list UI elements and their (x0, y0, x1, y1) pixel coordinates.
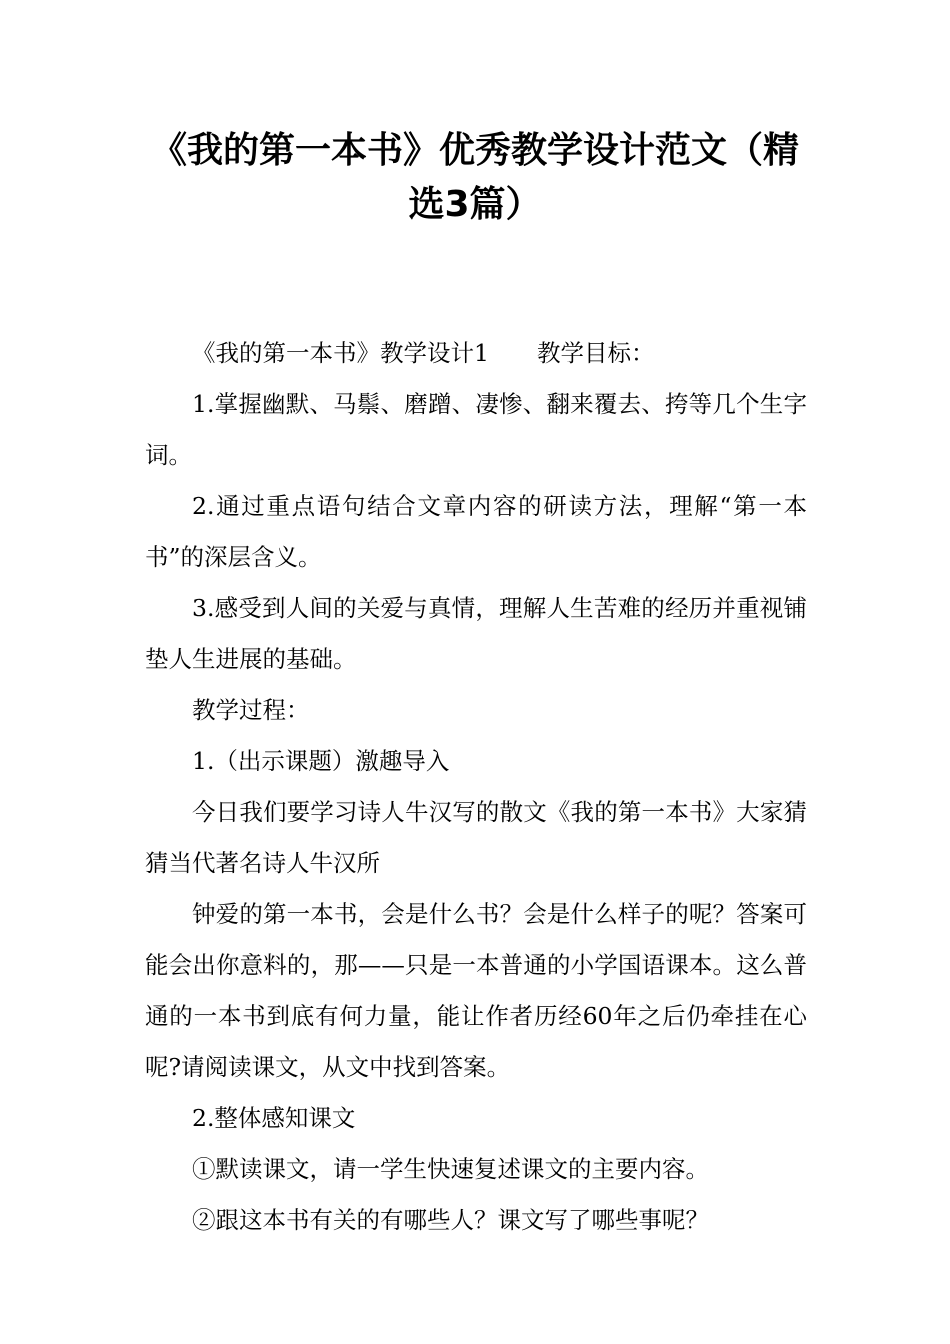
step-2-heading: 2.整体感知课文 (192, 1104, 356, 1132)
intro-paragraph (145, 328, 807, 379)
step-1-text-a: 今日我们要学习诗人牛汉写的散文《我的第一本书》大家猜猜当代著名诗人牛汉所 (145, 798, 807, 877)
document-body (145, 328, 807, 1246)
intro-label: 教学目标： (536, 339, 655, 367)
step-2-item-1: ①默读课文，请一学生快速复述课文的主要内容。 (192, 1155, 709, 1183)
intro-heading: 《我的第一本书》教学设计1 (192, 339, 489, 367)
title-line-1: 《我的第一本书》优秀教学设计范文（精 (150, 130, 799, 171)
title-line-2: 选3篇） (408, 184, 542, 225)
step-1-heading: 1.（出示课题）激趣导入 (192, 747, 450, 775)
process-heading: 教学过程： (192, 696, 310, 724)
step-1-text-b: 钟爱的第一本书，会是什么书？会是什么样子的呢？答案可能会出你意料的，那——只是一本普通的小学国语课本。这么普通的一本书到底有何力量，能让作者历经60年之后仍牵挂在心呢?请阅读课文，从文中找到答案。 (145, 900, 807, 1081)
objective-1: 1.掌握幽默、马鬃、磨蹭、凄惨、翻来覆去、挎等几个生字词。 (145, 390, 807, 469)
objective-2: 2.通过重点语句结合文章内容的研读方法，理解“第一本书”的深层含义。 (145, 492, 807, 571)
step-2-item-2: ②跟这本书有关的有哪些人？课文写了哪些事呢？ (192, 1206, 709, 1234)
document-title (140, 124, 810, 232)
objective-3: 3.感受到人间的关爱与真情，理解人生苦难的经历并重视铺垫人生进展的基础。 (145, 594, 807, 673)
